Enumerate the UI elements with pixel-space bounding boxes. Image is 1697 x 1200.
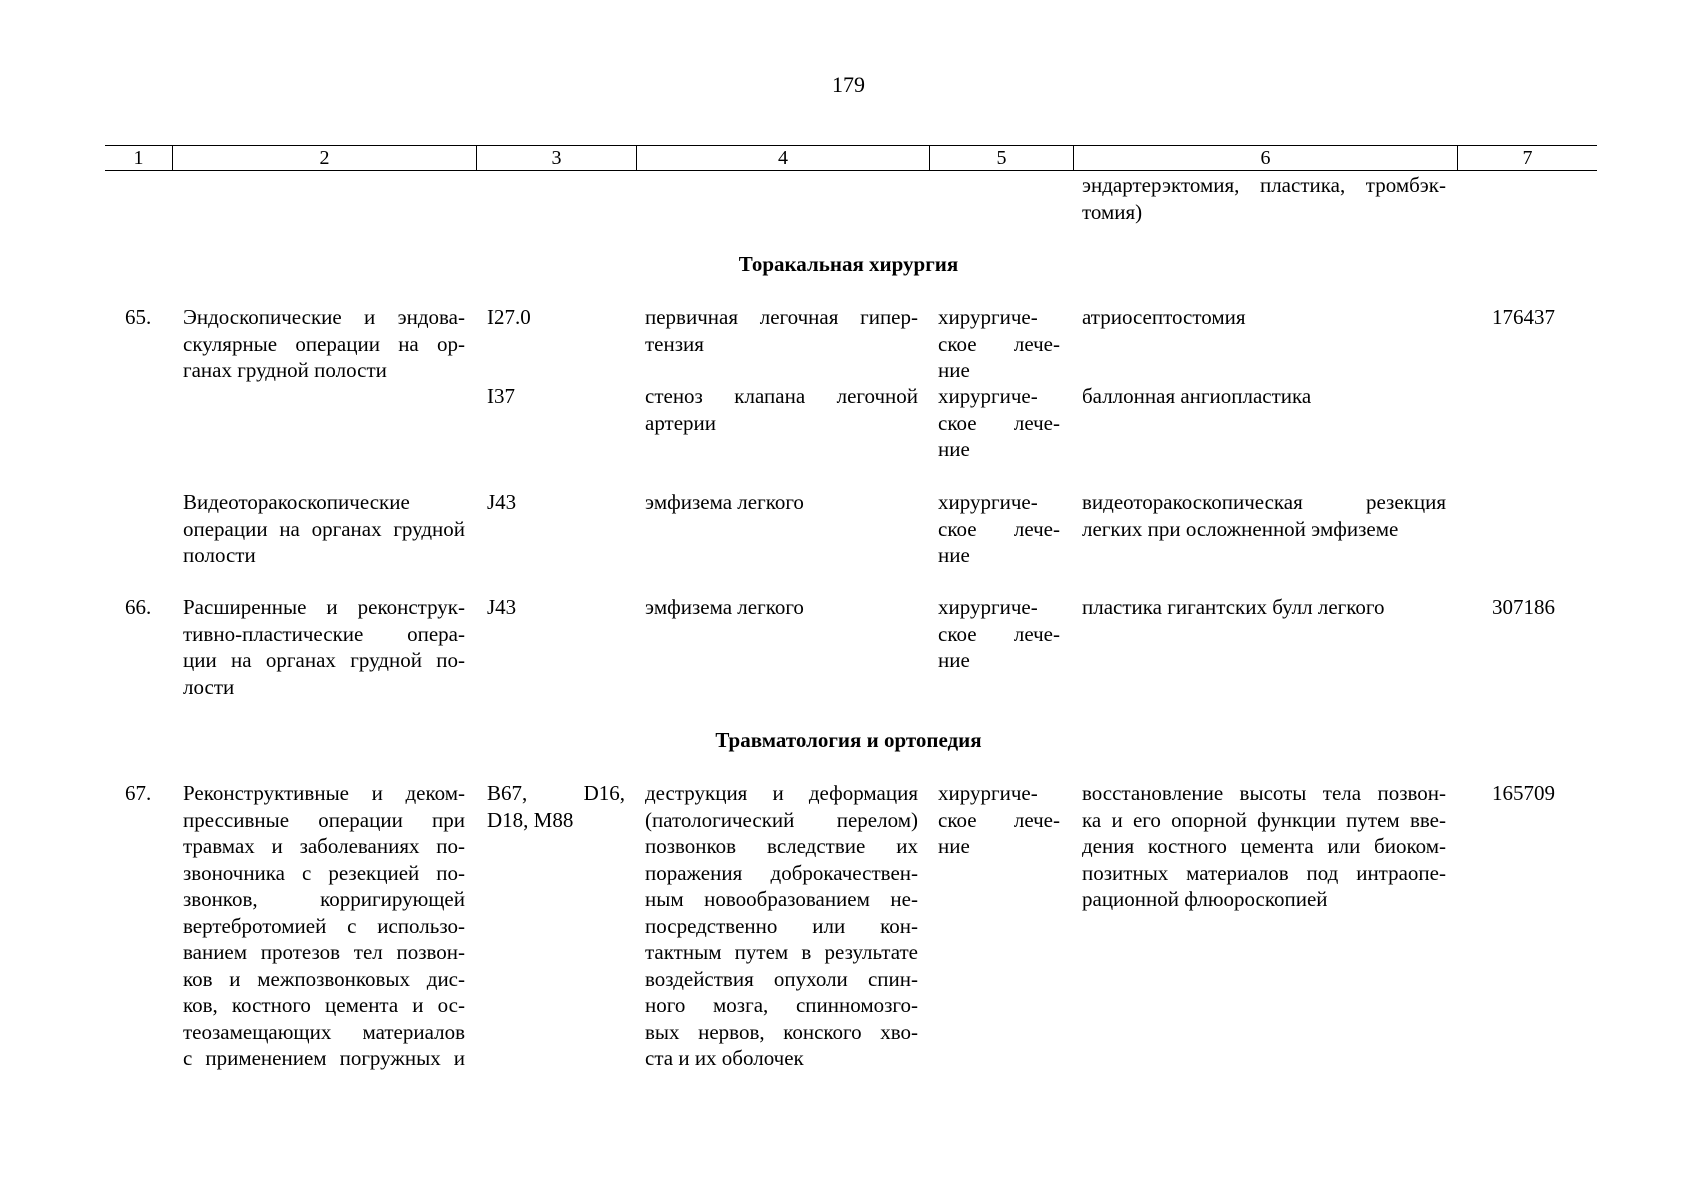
text-line: лости	[183, 674, 235, 699]
row-65-group	[183, 304, 465, 384]
text-line: звонков, корригирующей	[183, 887, 465, 911]
text-line: томия)	[1082, 199, 1143, 224]
text-line: эндартерэктомия, пластика, тромбэк-	[1082, 173, 1446, 197]
continuation-method	[1082, 172, 1446, 225]
row-65-cost: 176437	[1492, 305, 1555, 329]
text-line: ста и их оболочек	[645, 1046, 804, 1070]
column-header-2: 2	[172, 146, 476, 170]
row-66-model: эмфизема легкого	[645, 595, 804, 619]
column-header-3: 3	[476, 146, 636, 170]
text-line: позвонков вследствие их	[645, 834, 918, 858]
row-65b-treatment	[938, 383, 1060, 463]
text-line: тензия	[645, 331, 704, 356]
text-line: ганах грудной полости	[183, 358, 387, 382]
row-65c-model: эмфизема легкого	[645, 490, 804, 514]
row-67-group	[183, 780, 465, 1072]
row-number-66: 66.	[125, 595, 152, 619]
text-line: дения костного цемента или биоком-	[1082, 834, 1446, 858]
section-heading-thoracic: Торакальная хирургия	[738, 252, 959, 276]
row-66-treatment	[938, 594, 1060, 674]
text-line: B67, D16,	[487, 781, 625, 805]
row-65b-model	[645, 383, 918, 436]
text-line: ков, костного цемента и ос-	[183, 993, 465, 1017]
section-heading-trauma: Травматология и ортопедия	[715, 728, 982, 752]
row-67-model	[645, 780, 918, 1072]
text-line: артерии	[645, 410, 717, 435]
row-67-cost: 165709	[1492, 781, 1555, 805]
text-line: деструкция и деформация	[645, 781, 918, 805]
text-line: хирургиче-	[938, 384, 1038, 408]
text-line: звоночника с резекцией по-	[183, 860, 465, 885]
row-65b-method: баллонная ангиопластика	[1082, 384, 1312, 408]
row-67-method	[1082, 780, 1446, 913]
column-header-6: 6	[1073, 146, 1457, 170]
text-line: видеоторакоскопическая резекция	[1082, 490, 1446, 514]
row-number-65: 65.	[125, 305, 152, 329]
row-65b-code: I37	[487, 384, 515, 408]
text-line: Расширенные и реконструк-	[183, 595, 465, 619]
row-67-code	[487, 780, 625, 833]
column-header-7: 7	[1457, 146, 1597, 170]
text-line: ка и его опорной функции путем вве-	[1082, 807, 1446, 832]
text-line: хирургиче-	[938, 490, 1038, 514]
column-header-4: 4	[636, 146, 929, 170]
text-line: ское лече-	[938, 410, 1060, 435]
row-67-treatment	[938, 780, 1060, 860]
column-header-1: 1	[133, 147, 144, 169]
row-65-code: I27.0	[487, 305, 531, 329]
row-66-cost: 307186	[1492, 595, 1555, 619]
text-line: хирургиче-	[938, 305, 1038, 329]
text-line: D18, M88	[487, 807, 574, 832]
text-line: (патологический перелом)	[645, 807, 918, 832]
row-65c-code: J43	[487, 490, 517, 514]
row-65-model	[645, 304, 918, 357]
text-line: ванием протезов тел позвон-	[183, 940, 465, 964]
text-line: ным новообразованием не-	[645, 887, 918, 911]
text-line: вых нервов, конского хво-	[645, 1019, 918, 1044]
page-number: 179	[832, 72, 865, 97]
text-line: ское лече-	[938, 621, 1060, 646]
text-line: стеноз клапана легочной	[645, 384, 918, 408]
row-65-treatment	[938, 304, 1060, 384]
text-line: позитных материалов под интраопе-	[1082, 860, 1446, 885]
text-line: ское лече-	[938, 516, 1060, 541]
text-line: ское лече-	[938, 807, 1060, 832]
text-line: ние	[938, 648, 970, 672]
text-line: ское лече-	[938, 331, 1060, 356]
row-65-method: атриосептостомия	[1082, 305, 1246, 329]
text-line: скулярные операции на ор-	[183, 331, 465, 356]
text-line: ние	[938, 834, 970, 858]
text-line: Эндоскопические и эндова-	[183, 305, 465, 329]
text-line: вертебротомией с использо-	[183, 913, 465, 938]
text-line: ние	[938, 358, 970, 382]
text-line: воздействия опухоли спин-	[645, 966, 918, 991]
text-line: восстановление высоты тела позвон-	[1082, 781, 1446, 805]
row-66-method: пластика гигантских булл легкого	[1082, 595, 1385, 619]
text-line: травмах и заболеваниях по-	[183, 834, 465, 858]
text-line: хирургиче-	[938, 781, 1038, 805]
text-line: ние	[938, 437, 970, 461]
column-header-5: 5	[929, 146, 1073, 170]
text-line: Реконструктивные и деком-	[183, 781, 465, 805]
row-65c-method	[1082, 489, 1446, 542]
text-line: ного мозга, спинномозго-	[645, 993, 918, 1017]
text-line: легких при осложненной эмфиземе	[1082, 516, 1399, 541]
row-65c-group	[183, 489, 465, 569]
text-line: полости	[183, 543, 256, 567]
text-line: операции на органах грудной	[183, 516, 465, 541]
text-line: ков и межпозвонковых дис-	[183, 966, 465, 991]
text-line: первичная легочная гипер-	[645, 305, 918, 329]
text-line: тивно-пластические опера-	[183, 621, 465, 646]
table-header-row	[105, 145, 1597, 171]
text-line: ние	[938, 543, 970, 567]
text-line: прессивные операции при	[183, 807, 465, 832]
text-line: хирургиче-	[938, 595, 1038, 619]
row-65c-treatment	[938, 489, 1060, 569]
text-line: рационной флюороскопией	[1082, 887, 1328, 911]
row-number-67: 67.	[125, 781, 152, 805]
row-66-group	[183, 594, 465, 700]
text-line: Видеоторакоскопические	[183, 490, 410, 514]
text-line: теозамещающих материалов	[183, 1019, 465, 1044]
text-line: поражения доброкачествен-	[645, 860, 918, 885]
text-line: посредственно или кон-	[645, 913, 918, 938]
row-66-code: J43	[487, 595, 517, 619]
text-line: с применением погружных и	[183, 1046, 465, 1070]
text-line: ции на органах грудной по-	[183, 648, 465, 672]
text-line: тактным путем в результате	[645, 940, 918, 964]
